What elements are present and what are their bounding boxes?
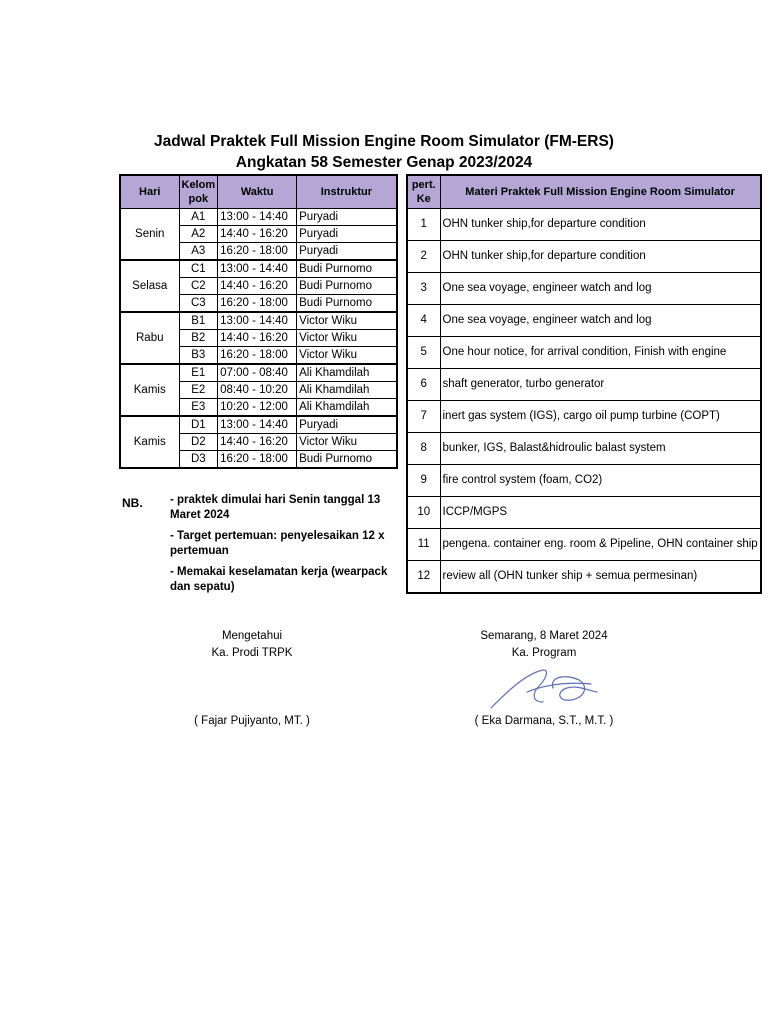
group-cell: A2 <box>179 225 218 242</box>
instructor-cell: Puryadi <box>297 242 397 260</box>
table-row <box>407 464 761 496</box>
table-row <box>407 272 761 304</box>
meeting-number-cell: 3 <box>407 272 440 304</box>
group-cell: B2 <box>179 329 218 346</box>
meeting-number-cell: 2 <box>407 240 440 272</box>
day-cell: Kamis <box>120 416 179 468</box>
group-cell: B3 <box>179 346 218 364</box>
day-cell: Senin <box>120 208 179 260</box>
table-row <box>407 240 761 272</box>
table-row <box>120 260 397 278</box>
header-meeting: pert. Ke <box>407 175 440 208</box>
right-signature-place-date: Semarang, 8 Maret 2024 <box>480 630 608 642</box>
time-cell: 14:40 - 16:20 <box>218 329 297 346</box>
instructor-cell: Puryadi <box>297 225 397 242</box>
material-cell: review all (OHN tunker ship + semua permesinan) <box>440 560 761 593</box>
instructor-cell: Victor Wiku <box>297 329 397 346</box>
group-cell: E1 <box>179 364 218 382</box>
meeting-number-cell: 1 <box>407 208 440 240</box>
group-cell: C1 <box>179 260 218 278</box>
time-cell: 14:40 - 16:20 <box>218 225 297 242</box>
time-cell: 14:40 - 16:20 <box>218 277 297 294</box>
table-row <box>407 560 761 593</box>
meeting-number-cell: 6 <box>407 368 440 400</box>
table-row <box>407 368 761 400</box>
table-row <box>407 496 761 528</box>
meeting-number-cell: 12 <box>407 560 440 593</box>
instructor-cell: Ali Khamdilah <box>297 364 397 382</box>
material-body <box>407 208 761 593</box>
group-cell: D1 <box>179 416 218 434</box>
right-signature-name: ( Eka Darmana, S.T., M.T. ) <box>474 715 614 727</box>
material-cell: One sea voyage, engineer watch and log <box>440 304 761 336</box>
day-group <box>120 260 397 312</box>
notes-label: NB. <box>122 496 143 510</box>
table-row <box>120 312 397 330</box>
note-item: - Target pertemuan: penyelesaikan 12 x pertemuan <box>170 530 385 557</box>
table-row <box>407 432 761 464</box>
time-cell: 16:20 - 18:00 <box>218 450 297 468</box>
group-cell: D3 <box>179 450 218 468</box>
instructor-cell: Ali Khamdilah <box>297 381 397 398</box>
group-cell: A1 <box>179 208 218 225</box>
instructor-cell: Budi Purnomo <box>297 277 397 294</box>
day-cell: Kamis <box>120 364 179 416</box>
schedule-table <box>119 174 398 469</box>
note-item: - praktek dimulai hari Senin tanggal 13 Maret 2024 <box>170 494 381 521</box>
table-row <box>407 528 761 560</box>
time-cell: 14:40 - 16:20 <box>218 433 297 450</box>
meeting-number-cell: 8 <box>407 432 440 464</box>
instructor-cell: Victor Wiku <box>297 312 397 330</box>
time-cell: 13:00 - 14:40 <box>218 208 297 225</box>
table-row <box>120 416 397 434</box>
document-title: Jadwal Praktek Full Mission Engine Room Simulator (FM-ERS) <box>154 133 614 150</box>
table-row <box>407 208 761 240</box>
meeting-number-cell: 7 <box>407 400 440 432</box>
right-signature-position: Ka. Program <box>511 647 577 659</box>
time-cell: 13:00 - 14:40 <box>218 312 297 330</box>
instructor-cell: Puryadi <box>297 416 397 434</box>
material-cell: OHN tunker ship,for departure condition <box>440 208 761 240</box>
meeting-number-cell: 4 <box>407 304 440 336</box>
instructor-cell: Puryadi <box>297 208 397 225</box>
header-material: Materi Praktek Full Mission Engine Room Simulator <box>440 175 761 208</box>
group-cell: C3 <box>179 294 218 312</box>
material-cell: ICCP/MGPS <box>440 496 761 528</box>
day-cell: Rabu <box>120 312 179 364</box>
group-cell: C2 <box>179 277 218 294</box>
time-cell: 10:20 - 12:00 <box>218 398 297 416</box>
instructor-cell: Victor Wiku <box>297 346 397 364</box>
table-row <box>407 304 761 336</box>
header-time: Waktu <box>218 175 297 208</box>
material-cell: inert gas system (IGS), cargo oil pump turbine (COPT) <box>440 400 761 432</box>
group-cell: A3 <box>179 242 218 260</box>
material-cell: fire control system (foam, CO2) <box>440 464 761 496</box>
header-day: Hari <box>120 175 179 208</box>
table-row <box>407 336 761 368</box>
instructor-cell: Victor Wiku <box>297 433 397 450</box>
handwritten-signature <box>487 662 607 712</box>
header-group: Kelom pok <box>179 175 218 208</box>
material-table <box>406 174 762 594</box>
meeting-number-cell: 5 <box>407 336 440 368</box>
material-cell: OHN tunker ship,for departure condition <box>440 240 761 272</box>
document-subtitle: Angkatan 58 Semester Genap 2023/2024 <box>235 154 533 171</box>
meeting-number-cell: 9 <box>407 464 440 496</box>
left-signature-name: ( Fajar Pujiyanto, MT. ) <box>194 715 310 727</box>
group-cell: E3 <box>179 398 218 416</box>
instructor-cell: Budi Purnomo <box>297 260 397 278</box>
material-cell: shaft generator, turbo generator <box>440 368 761 400</box>
time-cell: 13:00 - 14:40 <box>218 416 297 434</box>
material-cell: bunker, IGS, Balast&hidroulic balast system <box>440 432 761 464</box>
meeting-number-cell: 11 <box>407 528 440 560</box>
meeting-number-cell: 10 <box>407 496 440 528</box>
day-group <box>120 208 397 260</box>
instructor-cell: Budi Purnomo <box>297 450 397 468</box>
day-group <box>120 312 397 364</box>
time-cell: 13:00 - 14:40 <box>218 260 297 278</box>
header-instructor: Instruktur <box>297 175 397 208</box>
table-row <box>120 208 397 225</box>
instructor-cell: Ali Khamdilah <box>297 398 397 416</box>
material-cell: pengena. container eng. room & Pipeline, OHN container ship <box>440 528 761 560</box>
group-cell: E2 <box>179 381 218 398</box>
group-cell: B1 <box>179 312 218 330</box>
left-signature-position: Ka. Prodi TRPK <box>211 647 293 659</box>
left-signature-caption: Mengetahui <box>221 630 283 642</box>
table-row <box>407 400 761 432</box>
day-cell: Selasa <box>120 260 179 312</box>
time-cell: 16:20 - 18:00 <box>218 242 297 260</box>
time-cell: 07:00 - 08:40 <box>218 364 297 382</box>
day-group <box>120 416 397 468</box>
group-cell: D2 <box>179 433 218 450</box>
material-cell: One hour notice, for arrival condition, Finish with engine <box>440 336 761 368</box>
time-cell: 08:40 - 10:20 <box>218 381 297 398</box>
notes-list <box>170 493 395 601</box>
instructor-cell: Budi Purnomo <box>297 294 397 312</box>
note-item: - Memakai keselamatan kerja (wearpack dan sepatu) <box>170 566 388 593</box>
day-group <box>120 364 397 416</box>
material-cell: One sea voyage, engineer watch and log <box>440 272 761 304</box>
time-cell: 16:20 - 18:00 <box>218 294 297 312</box>
time-cell: 16:20 - 18:00 <box>218 346 297 364</box>
table-row <box>120 364 397 382</box>
